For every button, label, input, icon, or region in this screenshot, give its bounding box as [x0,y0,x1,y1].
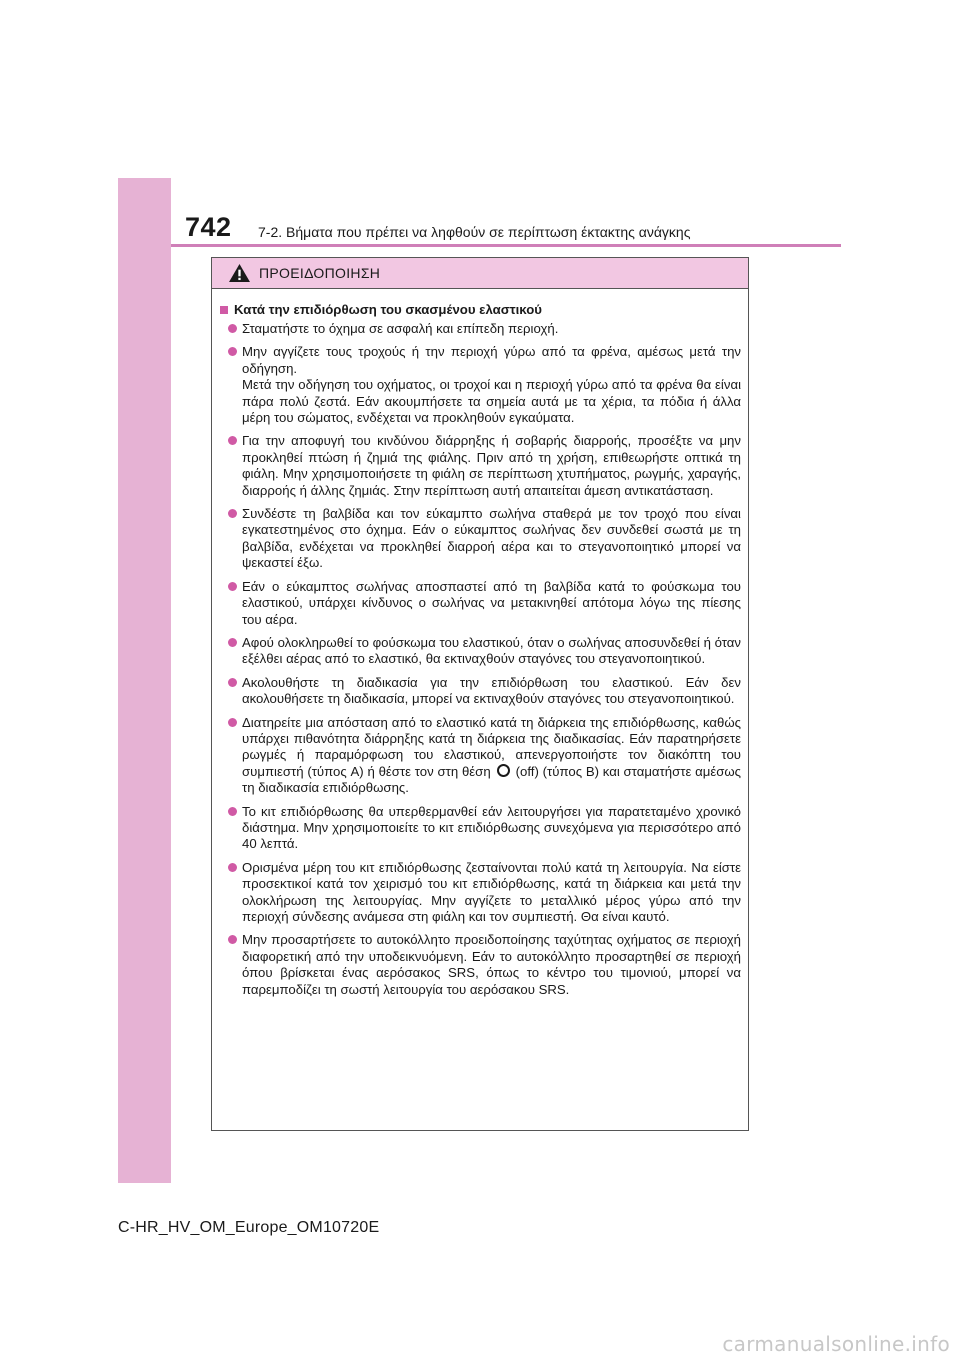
bullet-icon [228,718,237,727]
bullet-icon [228,509,237,518]
list-item [220,715,741,797]
side-tab-band [118,178,171,1183]
list-item [220,675,741,708]
warning-triangle-icon [228,263,251,283]
subheading-text: Κατά την επιδιόρθωση του σκασμένου ελαστικού [234,302,542,317]
list-item [220,344,741,426]
watermark: carmanualsonline.info [722,1332,950,1356]
item-text: Αφού ολοκληρωθεί το φούσκωμα του ελαστικού, όταν ο σωλήνας αποσυνδεθεί ή όταν εξέλθει αέρας από το ελαστικό, θα εκτιναχθούν σταγόνες του στεγανοποιητικού. [242,634,741,667]
item-text: Το κιτ επιδιόρθωσης θα υπερθερμανθεί εάν λειτουργήσει για παρατεταμένο χρονικό διάστημα. Μην χρησιμοποιείτε το κιτ επιδιόρθωσης συνεχόμενα για περισσότερο από 40 λεπτά. [242,803,741,852]
item-text: Συνδέστε τη βαλβίδα και τον εύκαμπτο σωλήνα σταθερά με τον τροχό που είναι εγκατεστημένος στο όχημα. Εάν ο εύκαμπτος σωλήνας δεν συνδεθεί σωστά με τη βαλβίδα, ενδέχεται να προκληθεί διαρροή αέρα και το στεγανοποιητικό μπορεί να ψεκαστεί έξω. [242,506,741,571]
warning-body [212,289,748,998]
list-item [220,433,741,499]
bullet-icon [228,347,237,356]
warning-box [211,257,749,1131]
bullet-icon [228,436,237,445]
list-item [220,579,741,628]
item-text: Διατηρείτε μια απόσταση από το ελαστικό κατά τη διάρκεια της επιδιόρθωσης, καθώς υπάρχει πιθανότητα διάρρηξης κατά τη διάρκεια της διαδικασίας. Εάν παρατηρήσετε ρωγμές ή παραμόρφωση του ελαστικού, απενεργοποιήστε τον διακόπτη του συμπιεστή (τύπος A) ή θέστε τον στη θέση [242,714,741,779]
bullet-icon [228,638,237,647]
section-title: 7-2. Βήματα που πρέπει να ληφθούν σε περίπτωση έκτακτης ανάγκης [258,224,691,240]
bullet-icon [228,582,237,591]
list-item [220,932,741,998]
off-circle-icon [497,764,510,777]
list-item [220,860,741,926]
warning-header [212,258,748,289]
item-text: Ακολουθήστε τη διαδικασία για την επιδιόρθωση του ελαστικού. Εάν δεν ακολουθήσετε τη διαδικασία, μπορεί να εκτιναχθούν σταγόνες του στεγανοποιητικού. [242,674,741,707]
subheading [220,302,741,317]
list-item [220,635,741,668]
item-text: Μην προσαρτήσετε το αυτοκόλλητο προειδοποίησης ταχύτητας οχήματος σε περιοχή διαφορετική από την υποδεικνυόμενη. Εάν το αυτοκόλλητο προσαρτηθεί σε περιοχή όπου βρίσκεται ένας αερόσακος SRS, όπως το κέντρο του τιμονιού, μπορεί να παρεμποδίζει τη σωστή λειτουργία του αερόσακου SRS. [242,932,741,997]
warning-title: ΠΡΟΕΙΔΟΠΟΙΗΣΗ [259,265,381,281]
list-item [220,804,741,853]
item-text: Μην αγγίζετε τους τροχούς ή την περιοχή γύρω από τα φρένα, αμέσως μετά την οδήγηση. Μετά την οδήγηση του οχήματος, οι τροχοί και η περιοχή γύρω από τα φρένα θα είναι πάρα πολύ ζεστά. Εάν ακουμπήσετε τα σημεία αυτά με τα χέρια, τα πόδια ή άλλα μέρη του σώματος, ενδέχεται να προκληθούν εγκαύματα. [242,344,741,426]
bullet-icon [228,324,237,333]
header-rule [171,244,841,247]
item-text: (off) (τύπος B) και σταματήστε αμέσως τη διαδικασία επιδιόρθωσης. [242,763,741,796]
bullet-icon [228,935,237,944]
bullet-icon [228,678,237,687]
list-item [220,506,741,572]
item-text: Σταματήστε το όχημα σε ασφαλή και επίπεδη περιοχή. [242,321,559,336]
square-bullet-icon [220,306,228,314]
footer-doc-id: C-HR_HV_OM_Europe_OM10720E [118,1219,380,1236]
list-item [220,321,741,337]
bullet-icon [228,863,237,872]
item-text: Ορισμένα μέρη του κιτ επιδιόρθωσης ζεσταίνονται πολύ κατά τη λειτουργία. Να είστε προσεκτικοί κατά τον χειρισμό του κιτ επιδιόρθωσης, κατά τη διάρκεια και μετά την ολοκλήρωση της λειτουργίας. Μην αγγίζετε το μεταλλικό μέρος γύρω από την περιοχή σύνδεσης ανάμεσα στη φιάλη και τον συμπιεστή. Θα είναι καυτό. [242,859,741,924]
page-number: 742 [185,212,232,242]
item-text: Εάν ο εύκαμπτος σωλήνας αποσπαστεί από τη βαλβίδα κατά το φούσκωμα του ελαστικού, υπάρχει κίνδυνος ο σωλήνας να μετακινηθεί απότομα λόγω της πίεσης του αέρα. [242,578,741,627]
bullet-icon [228,807,237,816]
item-text: Για την αποφυγή του κινδύνου διάρρηξης ή σοβαρής διαρροής, προσέξτε να μην προκληθεί πτώση ή ζημιά της φιάλης. Πριν από τη χρήση, επιθεωρήστε οπτικά τη φιάλη. Μην χρησιμοποιήσετε τη φιάλη σε περίπτωση χτυπήματος, ρωγμής, χαραγής, διαρροής ή άλλης ζημιάς. Στην περίπτωση αυτή απαιτείται άμεση αντικατάσταση. [242,433,741,498]
